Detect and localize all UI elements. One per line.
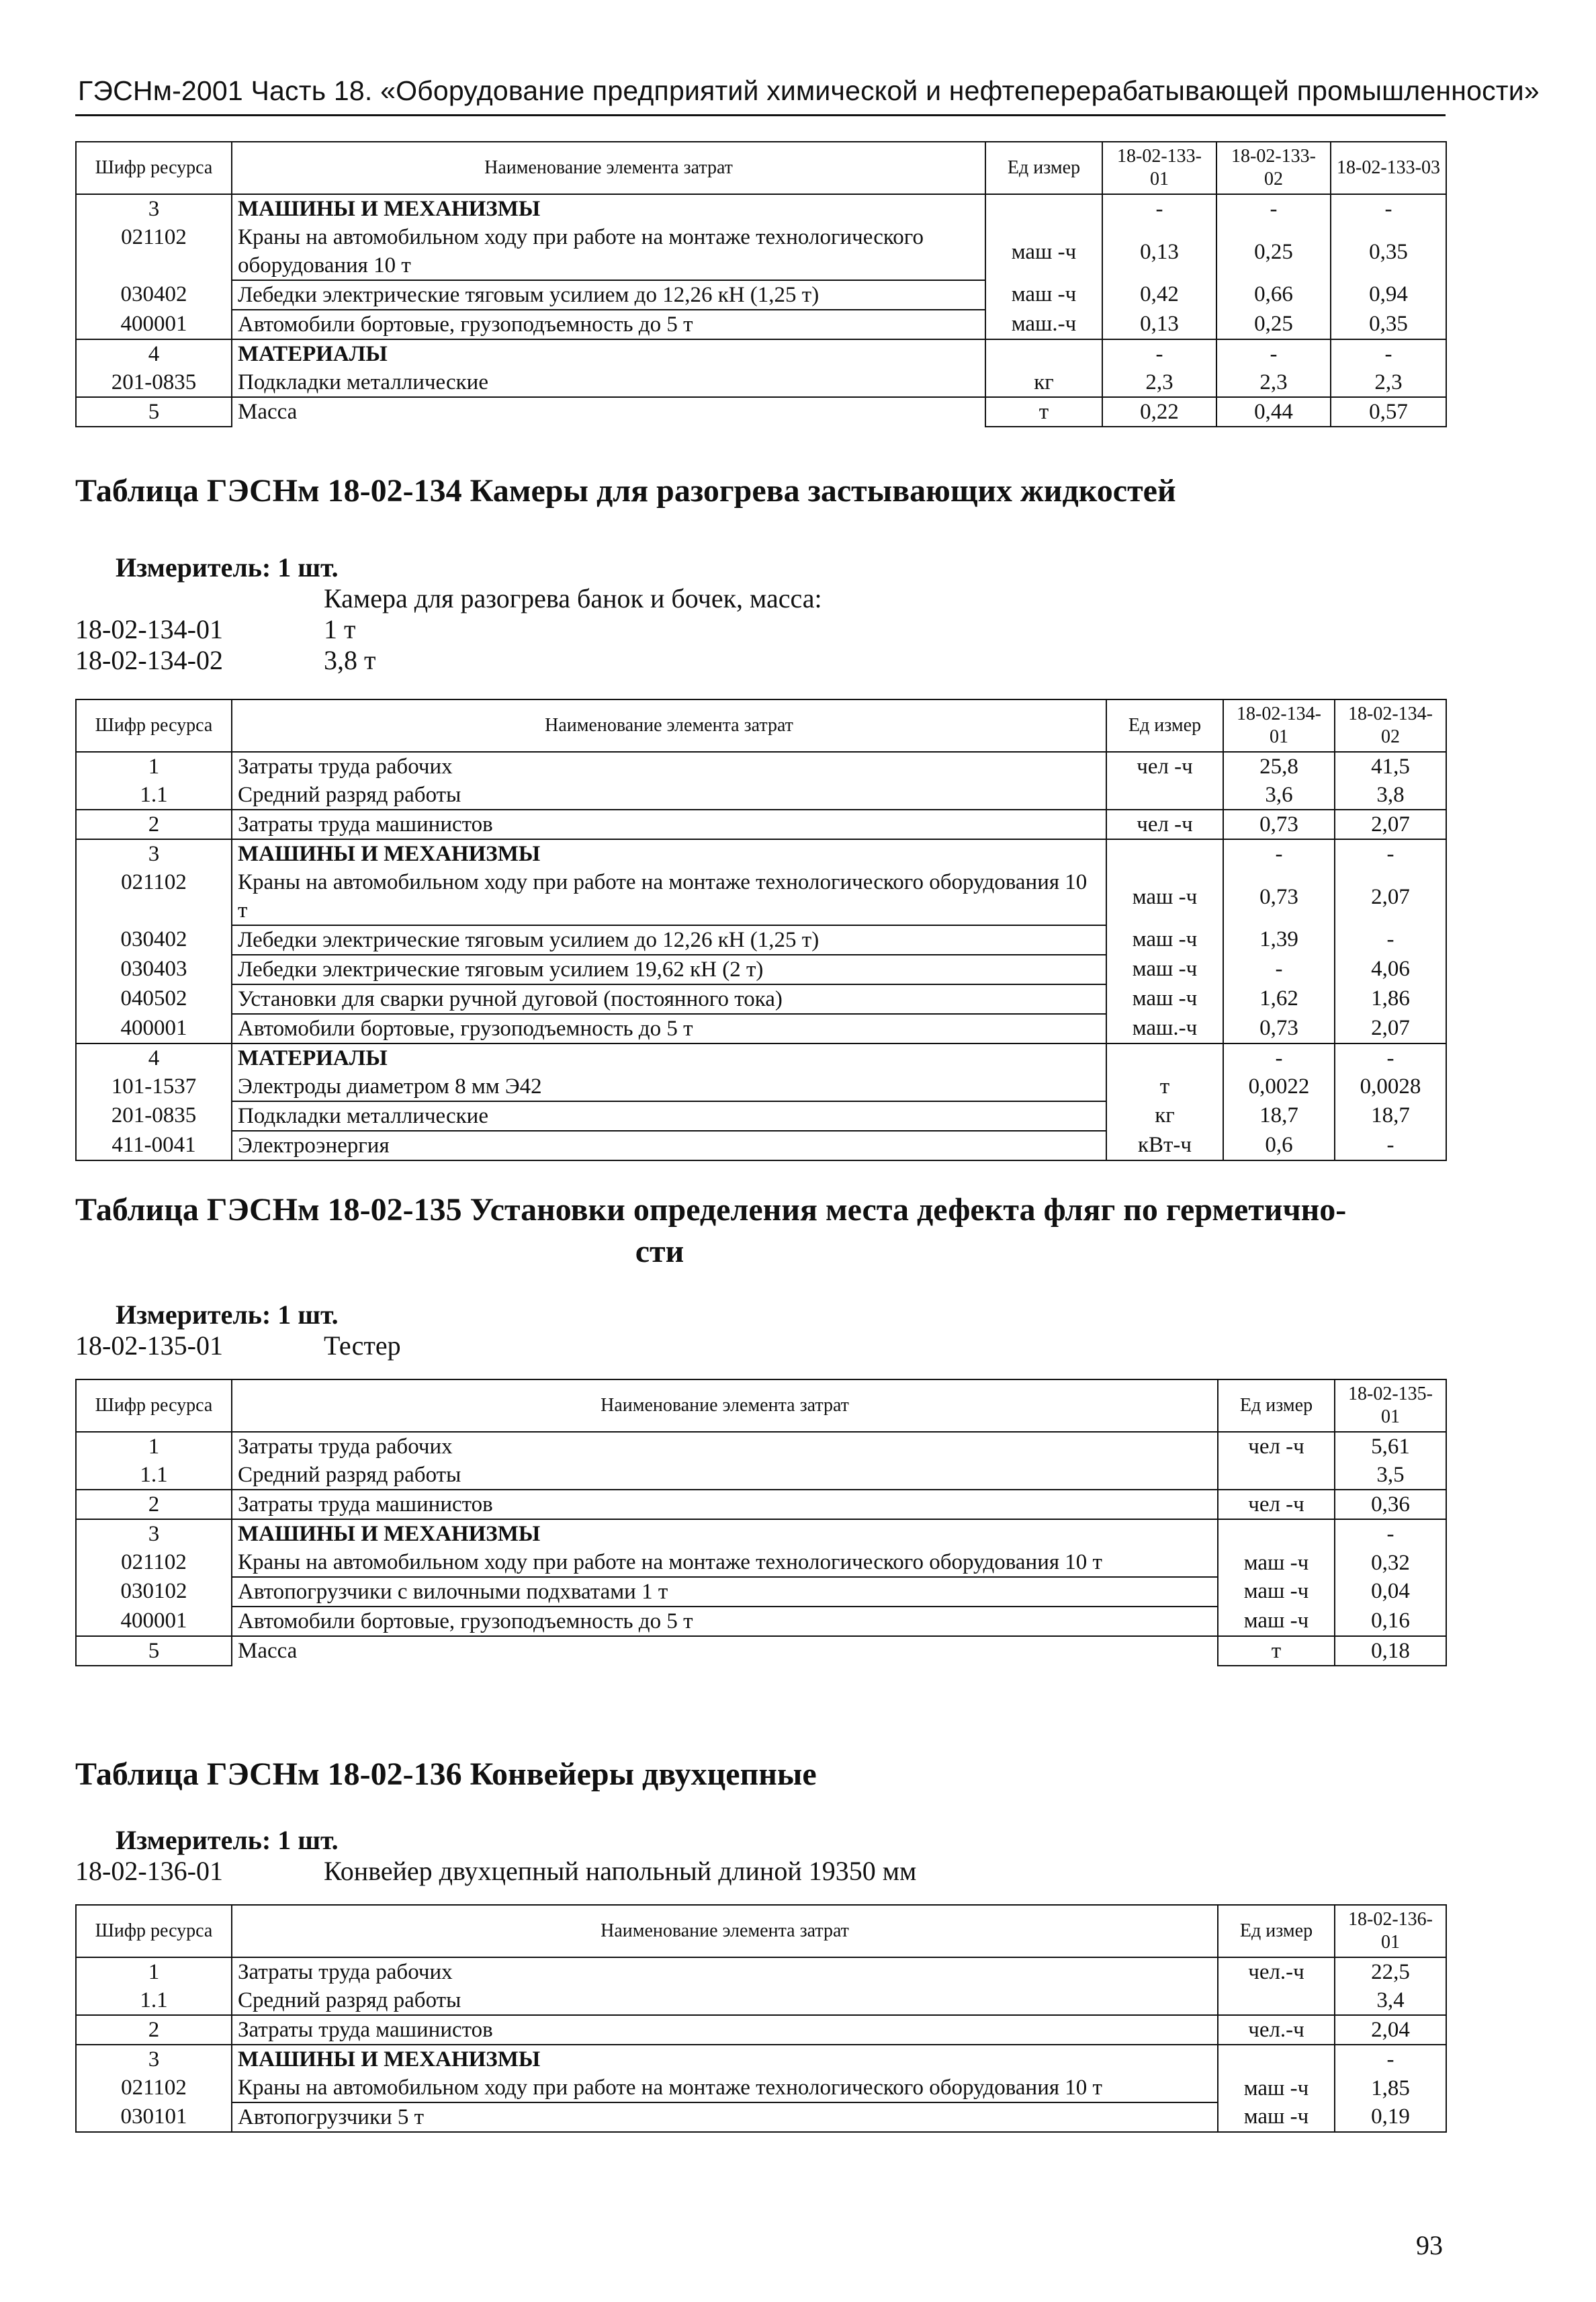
resource-code: 2 — [76, 2015, 232, 2045]
table-row — [76, 752, 1446, 781]
norm-value: 5,61 — [1335, 1432, 1446, 1461]
header-row — [76, 699, 1446, 752]
cost-element-name: Установки для сварки ручной дуговой (постоянного тока) — [232, 984, 1106, 1014]
header-code: Шифр ресурса — [76, 1379, 232, 1432]
norm-value: 0,73 — [1223, 810, 1335, 839]
norm-value: 0,35 — [1331, 310, 1446, 339]
meter-label: Измеритель: — [116, 1825, 271, 1855]
header-norm-code: 18-02-133-03 — [1331, 142, 1446, 194]
header-row — [76, 142, 1446, 194]
norm-value: 0,04 — [1335, 1577, 1446, 1607]
cost-element-name: Краны на автомобильном ходу при работе на монтаже технологического оборудования 10 т — [232, 1548, 1218, 1577]
norm-value: 2,07 — [1335, 868, 1446, 925]
table-row — [76, 1577, 1446, 1607]
unit-cell: т — [1106, 1072, 1223, 1101]
unit-cell — [1106, 1043, 1223, 1072]
table-row — [76, 1548, 1446, 1577]
norm-value: 1,39 — [1223, 925, 1335, 955]
unit-cell: маш -ч — [1106, 868, 1223, 925]
table-row — [76, 1986, 1446, 2015]
norm-value: 1,85 — [1335, 2074, 1446, 2102]
unit-cell: маш -ч — [985, 223, 1102, 280]
table-row — [76, 781, 1446, 810]
norm-value: - — [1223, 839, 1335, 868]
table-row — [76, 1014, 1446, 1043]
unit-cell: маш -ч — [1106, 984, 1223, 1014]
unit-cell: маш -ч — [1218, 2074, 1335, 2102]
unit-cell: кг — [985, 368, 1102, 397]
position-value: Тестер — [324, 1330, 401, 1361]
table-135-title-line1: Таблица ГЭСНм 18-02-135 Установки определения места дефекта фляг по герметично- — [75, 1192, 1347, 1228]
header-name: Наименование элемента затрат — [232, 699, 1106, 752]
position-line — [75, 1856, 1446, 1887]
header-unit: Ед измер — [1106, 699, 1223, 752]
resource-code: 5 — [76, 1636, 232, 1666]
header-norm-code: 18-02-133-01 — [1102, 142, 1216, 194]
norm-value: 3,6 — [1223, 781, 1335, 810]
table-row — [76, 310, 1446, 339]
cost-element-name: Затраты труда рабочих — [232, 1432, 1218, 1461]
unit-cell: чел.-ч — [1218, 2015, 1335, 2045]
norm-value: 0,19 — [1335, 2102, 1446, 2132]
resource-code: 201-0835 — [76, 368, 232, 397]
position-code: 18-02-136-01 — [75, 1856, 223, 1886]
norm-value: 0,18 — [1335, 1636, 1446, 1666]
resource-code: 2 — [76, 1490, 232, 1519]
resource-code: 021102 — [76, 1548, 232, 1577]
table-134-title: Таблица ГЭСНм 18-02-134 Камеры для разогрева застывающих жидкостей — [75, 473, 1176, 509]
position-value: 1 т — [324, 614, 356, 644]
table-row — [76, 2045, 1446, 2074]
unit-cell: маш -ч — [1218, 1577, 1335, 1607]
norm-value: 3,4 — [1335, 1986, 1446, 2015]
meter-134 — [75, 552, 1446, 583]
norm-value: 0,36 — [1335, 1490, 1446, 1519]
norm-value: 0,94 — [1331, 280, 1446, 310]
cost-element-name: Затраты труда рабочих — [232, 1957, 1218, 1986]
table-136-items — [75, 1856, 1446, 1887]
norm-value: 2,07 — [1335, 810, 1446, 839]
resource-code: 030402 — [76, 280, 232, 310]
header-name: Наименование элемента затрат — [232, 1905, 1218, 1957]
table-row — [76, 194, 1446, 223]
table-136-title: Таблица ГЭСНм 18-02-136 Конвейеры двухцепные — [75, 1756, 817, 1792]
table-row — [76, 223, 1446, 280]
table-row — [76, 1432, 1446, 1461]
cost-element-name: МАТЕРИАЛЫ — [232, 339, 985, 368]
meter-136 — [75, 1825, 1446, 1856]
resource-code: 030402 — [76, 925, 232, 955]
unit-cell: маш.-ч — [1106, 1014, 1223, 1043]
norm-value: 0,22 — [1102, 397, 1216, 427]
resource-code: 2 — [76, 810, 232, 839]
resource-code: 040502 — [76, 984, 232, 1014]
unit-cell — [1106, 839, 1223, 868]
table-row — [76, 810, 1446, 839]
cost-element-name: Средний разряд работы — [232, 1461, 1218, 1490]
table-135 — [75, 1379, 1447, 1666]
norm-value: 0,0022 — [1223, 1072, 1335, 1101]
resource-code: 021102 — [76, 223, 232, 280]
unit-cell — [1106, 781, 1223, 810]
cost-element-name: Затраты труда машинистов — [232, 810, 1106, 839]
unit-cell — [1218, 1986, 1335, 2015]
norm-value: 0,35 — [1331, 223, 1446, 280]
resource-code: 400001 — [76, 1014, 232, 1043]
norm-value: 0,13 — [1102, 310, 1216, 339]
resource-code: 3 — [76, 1519, 232, 1548]
meter-label: Измеритель: — [116, 552, 271, 583]
norm-value: 0,73 — [1223, 868, 1335, 925]
resource-code: 1 — [76, 1957, 232, 1986]
unit-cell: чел -ч — [1106, 810, 1223, 839]
cost-element-name: Автомобили бортовые, грузоподъемность до 5 т — [232, 310, 985, 339]
cost-element-name: Затраты труда рабочих — [232, 752, 1106, 781]
unit-cell: чел -ч — [1218, 1490, 1335, 1519]
cost-element-name: Автомобили бортовые, грузоподъемность до 5 т — [232, 1607, 1218, 1636]
position-code: 18-02-134-01 — [75, 614, 223, 644]
unit-cell — [1218, 1461, 1335, 1490]
norm-value: 0,44 — [1216, 397, 1331, 427]
unit-cell: кг — [1106, 1101, 1223, 1131]
norm-value: - — [1102, 339, 1216, 368]
cost-element-name: Автопогрузчики с вилочными подхватами 1 т — [232, 1577, 1218, 1607]
cost-element-name: МАШИНЫ И МЕХАНИЗМЫ — [232, 839, 1106, 868]
norm-value: - — [1335, 1131, 1446, 1160]
table-135-title-line2: сти — [635, 1234, 684, 1269]
norm-value: - — [1335, 925, 1446, 955]
cost-element-name: МАТЕРИАЛЫ — [232, 1043, 1106, 1072]
cost-element-name: Электроды диаметром 8 мм Э42 — [232, 1072, 1106, 1101]
norm-value: - — [1223, 1043, 1335, 1072]
norm-value: 2,3 — [1216, 368, 1331, 397]
cost-element-name: Лебедки электрические тяговым усилием 19,62 кН (2 т) — [232, 955, 1106, 984]
table-row — [76, 1957, 1446, 1986]
unit-cell: маш -ч — [1218, 2102, 1335, 2132]
norm-value: 22,5 — [1335, 1957, 1446, 1986]
norm-value: 41,5 — [1335, 752, 1446, 781]
cost-element-name: Подкладки металлические — [232, 368, 985, 397]
cost-element-name: Средний разряд работы — [232, 1986, 1218, 2015]
header-norm-code: 18-02-135-01 — [1335, 1379, 1446, 1432]
resource-code: 400001 — [76, 310, 232, 339]
norm-value: 0,0028 — [1335, 1072, 1446, 1101]
header-code: Шифр ресурса — [76, 699, 232, 752]
header-norm-code: 18-02-134-01 — [1223, 699, 1335, 752]
cost-element-name: Затраты труда машинистов — [232, 2015, 1218, 2045]
position-line — [75, 645, 1446, 676]
norm-value: - — [1335, 839, 1446, 868]
cost-element-name: Затраты труда машинистов — [232, 1490, 1218, 1519]
resource-code: 030403 — [76, 955, 232, 984]
unit-cell: маш -ч — [1106, 955, 1223, 984]
norm-value: 0,32 — [1335, 1548, 1446, 1577]
table-row — [76, 2015, 1446, 2045]
table-row — [76, 2074, 1446, 2102]
norm-value: - — [1216, 339, 1331, 368]
table-135-items — [75, 1330, 1446, 1361]
norm-value: - — [1335, 1043, 1446, 1072]
position-line — [75, 614, 1446, 645]
norm-value: 25,8 — [1223, 752, 1335, 781]
page-number: 93 — [1416, 2230, 1443, 2260]
table-row — [76, 368, 1446, 397]
unit-cell: чел.-ч — [1218, 1957, 1335, 1986]
unit-cell: кВт-ч — [1106, 1131, 1223, 1160]
running-head-rule — [75, 114, 1446, 116]
header-norm-code: 18-02-134-02 — [1335, 699, 1446, 752]
header-unit: Ед измер — [1218, 1379, 1335, 1432]
cost-element-name: Автомобили бортовые, грузоподъемность до 5 т — [232, 1014, 1106, 1043]
table-row — [76, 397, 1446, 427]
meter-value: 1 шт. — [277, 1299, 339, 1330]
table-133-block — [75, 141, 1446, 427]
norm-value: - — [1331, 339, 1446, 368]
norm-value: 3,8 — [1335, 781, 1446, 810]
table-row — [76, 2102, 1446, 2132]
resource-code: 5 — [76, 397, 232, 427]
cost-element-name: Электроэнергия — [232, 1131, 1106, 1160]
resource-code: 030102 — [76, 1577, 232, 1607]
unit-cell: маш -ч — [985, 280, 1102, 310]
unit-cell: маш -ч — [1218, 1607, 1335, 1636]
resource-code: 1.1 — [76, 1986, 232, 2015]
norm-value: 4,06 — [1335, 955, 1446, 984]
table-row — [76, 955, 1446, 984]
unit-cell — [1218, 2045, 1335, 2074]
resource-code: 021102 — [76, 2074, 232, 2102]
table-134-items — [75, 614, 1446, 676]
table-row — [76, 1636, 1446, 1666]
position-code: 18-02-135-01 — [75, 1330, 223, 1361]
norm-value: 1,62 — [1223, 984, 1335, 1014]
unit-cell: маш.-ч — [985, 310, 1102, 339]
table-134-intro: Камера для разогрева банок и бочек, масса: — [324, 583, 822, 613]
table-row — [76, 839, 1446, 868]
unit-cell — [985, 194, 1102, 223]
cost-element-name: Масса — [232, 1636, 1218, 1666]
norm-value: 3,5 — [1335, 1461, 1446, 1490]
table-135-block — [75, 1189, 1446, 1666]
resource-code: 201-0835 — [76, 1101, 232, 1131]
table-row — [76, 339, 1446, 368]
norm-value: 0,25 — [1216, 223, 1331, 280]
header-code: Шифр ресурса — [76, 1905, 232, 1957]
norm-value: 0,42 — [1102, 280, 1216, 310]
cost-element-name: Подкладки металлические — [232, 1101, 1106, 1131]
resource-code: 1.1 — [76, 1461, 232, 1490]
table-134-block — [75, 470, 1446, 1161]
norm-value: - — [1331, 194, 1446, 223]
cost-element-name: Лебедки электрические тяговым усилием до 12,26 кН (1,25 т) — [232, 280, 985, 310]
norm-value: 2,07 — [1335, 1014, 1446, 1043]
cost-element-name: Средний разряд работы — [232, 781, 1106, 810]
resource-code: 3 — [76, 839, 232, 868]
resource-code: 3 — [76, 194, 232, 223]
cost-element-name: Масса — [232, 397, 985, 427]
norm-value: 0,25 — [1216, 310, 1331, 339]
norm-value: 2,04 — [1335, 2015, 1446, 2045]
norm-value: - — [1102, 194, 1216, 223]
table-135-title — [75, 1189, 1446, 1273]
table-row — [76, 1607, 1446, 1636]
resource-code: 4 — [76, 339, 232, 368]
meter-value: 1 шт. — [277, 1825, 339, 1855]
table-row — [76, 1461, 1446, 1490]
header-code: Шифр ресурса — [76, 142, 232, 194]
header-norm-code: 18-02-133-02 — [1216, 142, 1331, 194]
table-134 — [75, 699, 1447, 1161]
table-row — [76, 1490, 1446, 1519]
resource-code: 400001 — [76, 1607, 232, 1636]
table-row — [76, 1101, 1446, 1131]
header-norm-code: 18-02-136-01 — [1335, 1905, 1446, 1957]
unit-cell — [985, 339, 1102, 368]
resource-code: 1 — [76, 752, 232, 781]
position-value: 3,8 т — [324, 645, 376, 675]
cost-element-name: МАШИНЫ И МЕХАНИЗМЫ — [232, 2045, 1218, 2074]
table-row — [76, 868, 1446, 925]
cost-element-name: Автопогрузчики 5 т — [232, 2102, 1218, 2132]
norm-value: - — [1216, 194, 1331, 223]
table-row — [76, 984, 1446, 1014]
resource-code: 411-0041 — [76, 1131, 232, 1160]
resource-code: 030101 — [76, 2102, 232, 2132]
table-row — [76, 1131, 1446, 1160]
table-133 — [75, 141, 1447, 427]
norm-value: 0,16 — [1335, 1607, 1446, 1636]
header-unit: Ед измер — [985, 142, 1102, 194]
norm-value: 2,3 — [1331, 368, 1446, 397]
unit-cell: т — [1218, 1636, 1335, 1666]
resource-code: 4 — [76, 1043, 232, 1072]
norm-value: 18,7 — [1335, 1101, 1446, 1131]
meter-value: 1 шт. — [277, 552, 339, 583]
table-row — [76, 1519, 1446, 1548]
table-row — [76, 1043, 1446, 1072]
resource-code: 3 — [76, 2045, 232, 2074]
header-row — [76, 1379, 1446, 1432]
table-row — [76, 280, 1446, 310]
resource-code: 1.1 — [76, 781, 232, 810]
unit-cell: маш -ч — [1106, 925, 1223, 955]
norm-value: 0,66 — [1216, 280, 1331, 310]
unit-cell: т — [985, 397, 1102, 427]
norm-value: 0,6 — [1223, 1131, 1335, 1160]
header-name: Наименование элемента затрат — [232, 142, 985, 194]
norm-value: 1,86 — [1335, 984, 1446, 1014]
meter-label: Измеритель: — [116, 1299, 271, 1330]
table-row — [76, 1072, 1446, 1101]
resource-code: 101-1537 — [76, 1072, 232, 1101]
norm-value: - — [1223, 955, 1335, 984]
resource-code: 1 — [76, 1432, 232, 1461]
cost-element-name: Краны на автомобильном ходу при работе на монтаже технологического оборудования 10 т — [232, 868, 1106, 925]
position-line — [75, 1330, 1446, 1361]
resource-code: 021102 — [76, 868, 232, 925]
cost-element-name: МАШИНЫ И МЕХАНИЗМЫ — [232, 194, 985, 223]
unit-cell: чел -ч — [1218, 1432, 1335, 1461]
running-head: ГЭСНм-2001 Часть 18. «Оборудование предприятий химической и нефтеперерабатывающей промышленности» — [78, 75, 1540, 106]
cost-element-name: Краны на автомобильном ходу при работе на монтаже технологического оборудования 10 т — [232, 2074, 1218, 2102]
header-row — [76, 1905, 1446, 1957]
norm-value: 0,73 — [1223, 1014, 1335, 1043]
norm-value: 18,7 — [1223, 1101, 1335, 1131]
norm-value: 0,13 — [1102, 223, 1216, 280]
table-136-block — [75, 1754, 1446, 2133]
norm-value: - — [1335, 1519, 1446, 1548]
norm-value: 2,3 — [1102, 368, 1216, 397]
table-136 — [75, 1904, 1447, 2133]
norm-value: - — [1335, 2045, 1446, 2074]
unit-cell — [1218, 1519, 1335, 1548]
header-unit: Ед измер — [1218, 1905, 1335, 1957]
cost-element-name: МАШИНЫ И МЕХАНИЗМЫ — [232, 1519, 1218, 1548]
header-name: Наименование элемента затрат — [232, 1379, 1218, 1432]
meter-135 — [75, 1299, 1446, 1330]
table-row — [76, 925, 1446, 955]
unit-cell: маш -ч — [1218, 1548, 1335, 1577]
position-value: Конвейер двухцепный напольный длиной 19350 мм — [324, 1856, 917, 1886]
cost-element-name: Лебедки электрические тяговым усилием до 12,26 кН (1,25 т) — [232, 925, 1106, 955]
unit-cell: чел -ч — [1106, 752, 1223, 781]
position-code: 18-02-134-02 — [75, 645, 223, 675]
cost-element-name: Краны на автомобильном ходу при работе на монтаже технологического оборудования 10 т — [232, 223, 985, 280]
norm-value: 0,57 — [1331, 397, 1446, 427]
